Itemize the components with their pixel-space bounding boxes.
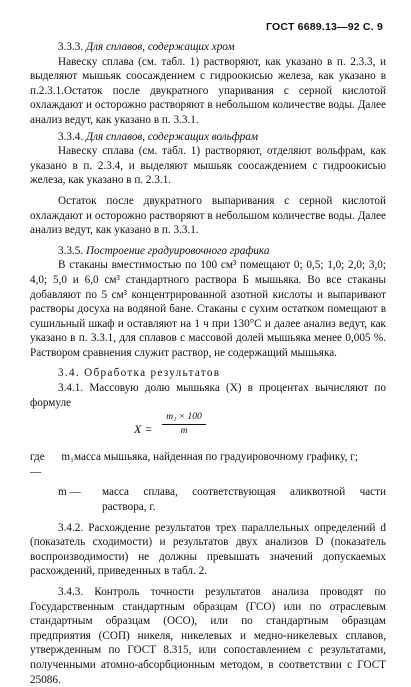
formula-fraction — [158, 412, 210, 437]
section-title: Построение градуировочного графика — [85, 244, 270, 257]
section-number: 3.3.5. — [58, 244, 84, 257]
definition-text: масса сплава, соответствующая аликвотной части раствора, г. — [102, 486, 386, 514]
section-3-3-5-heading — [30, 244, 386, 259]
section-3-3-3-heading — [30, 40, 386, 55]
section-3-3-5-text: В стаканы вместимостью по 100 см³ помещают 0; 0,5; 1,0; 2,0; 3,0; 4,0; 5,0 и 6,0 см³ стандартного раствора Б мышьяка. Во все стаканы добавляют по 5 см³ концентрированной азотной кислоты и выпаривают растворы досуха на водяной бане. Стаканы с сухим остатком помещают в сушильный шкаф и оставляют на 1 ч при 130°С и далее анализ ведут, как указано в п. 3.3.1, для сплавов с массовой долей мышьяка менее 0,005 %. Раствором сравнения служит раствор, не содержащий мышьяка. — [30, 259, 386, 359]
document-body — [30, 38, 386, 687]
formula-denominator: m — [180, 426, 188, 437]
section-3-4-heading: 3.4. Обработка результатов — [58, 367, 221, 380]
section-number: 3.3.4. — [58, 130, 84, 143]
formula-lhs: X = — [134, 422, 153, 437]
definition-text: масса мышьяка, найденная по градуировочному графику, г; — [74, 451, 358, 464]
section-3-3-3-text: Навеску сплава (см. табл. 1) растворяют, как указано в п. 2.3.3, и выделяют мышьяк соосаждением с гидроокисью железа, как указано в п.2.3.1.Остаток после двукратного упаривания с серной кислотой охлаждают и осторожно растворяют в небольшом количестве воды. Далее анализ ведут, как указано в п. 3.3.1. — [30, 55, 386, 126]
definition-m — [30, 485, 386, 514]
section-3-4-1-text: 3.4.1. Массовую долю мышьяка (X) в процентах вычисляют по формуле — [30, 382, 386, 409]
section-title: Для сплавов, содержащих хром — [85, 41, 235, 53]
page-header: ГОСТ 6689.13—92 С. 9 — [266, 21, 383, 33]
section-3-4-2-text: 3.4.2. Расхождение результатов трех параллельных определений d (показатель сходимости) и результатов двух анализов D (показатель воспроизводимости) не должны превышать значений допускаемых расхождений, приведенных в табл. 2. — [30, 521, 386, 578]
section-3-3-4-text: Навеску сплава (см. табл. 1) растворяют, отделяют вольфрам, как указано в п. 2.3.4, и выделяют мышьяк соосаждением с гидроокисью железа, как указано в п. 2.3.1. — [30, 145, 386, 187]
formula-numerator: m₁ × 100 — [166, 412, 202, 423]
formula — [30, 412, 386, 444]
section-3-4-3-text: 3.4.3. Контроль точности результатов анализа проводят по Государственным стандартным образцам (ГСО) или по отраслевым стандартным образцам (ОСО), или по стандартным образцам предприятия (СОП) никеля, никелевых и медно-никелевых сплавов, утвержденным по ГОСТ 8.315, или сопоставлением с результатами, полученными атомно-абсорбционным методом, в соответствии с ГОСТ 25086. — [30, 586, 386, 686]
definition-m1 — [30, 450, 386, 479]
section-number: 3.3.3. — [58, 41, 84, 53]
definition-term: m — — [58, 486, 81, 499]
section-3-3-4-text-2: Остаток после двукратного выпаривания с серной кислотой охлаждают и осторожно растворяют в небольшом количестве воды. Далее анализ ведут, как указано в п. 3.3.1. — [30, 194, 386, 237]
definition-term: где m₁ — — [30, 451, 74, 478]
fraction-bar — [162, 424, 206, 425]
section-3-3-4-heading — [30, 130, 386, 145]
section-title: Для сплавов, содержащих вольфрам — [85, 130, 259, 143]
